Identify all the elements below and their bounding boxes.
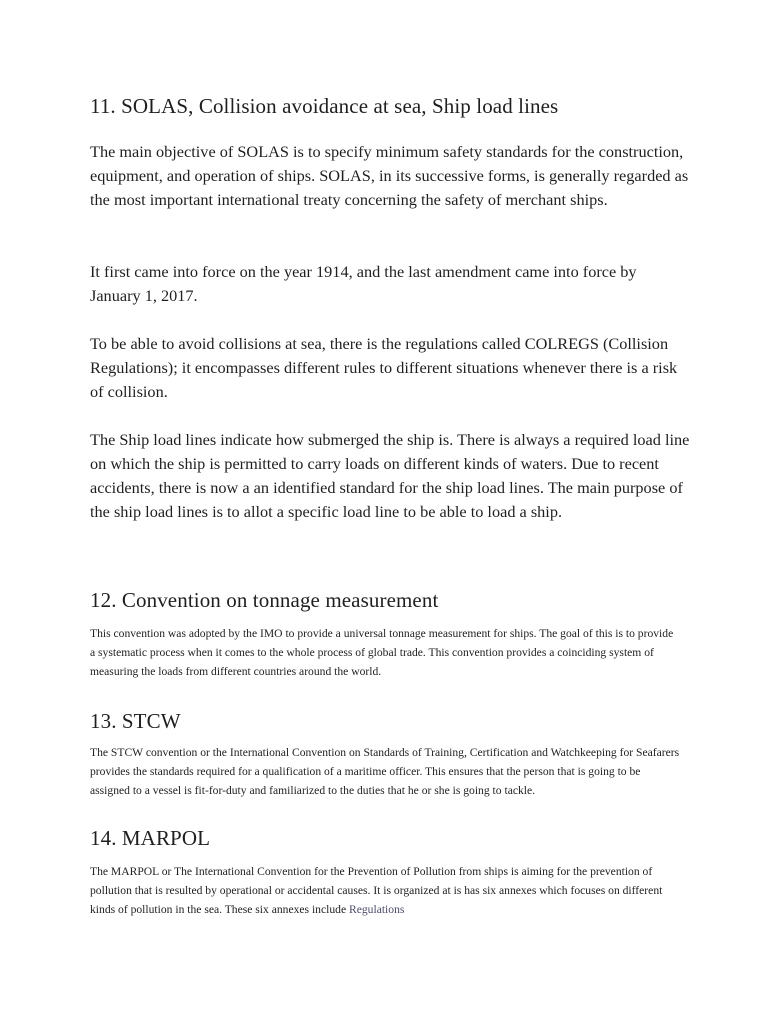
paragraph-colregs: To be able to avoid collisions at sea, there is the regulations called COLREGS (Collision Regulations); it encompasses different rules to different situations whenever there is a risk of collision. (90, 334, 678, 401)
section-heading-marpol: 14. MARPOL (90, 826, 211, 850)
section-heading-stcw: 13. STCW (90, 709, 181, 733)
paragraph-marpol-text: The MARPOL or The International Convention for the Prevention of Pollution from ships is aiming for the prevention of pollution that is resulted by operational or accidental causes. It is organized at is has six annexes which focuses on different kinds of pollution in the sea. These six annexes include (90, 865, 663, 917)
paragraph-solas-objective: The main objective of SOLAS is to specify minimum safety standards for the construction, equipment, and operation of ships. SOLAS, in its successive forms, is generally regarded as the most important international treaty concerning the safety of merchant ships. (90, 142, 689, 209)
section-heading-solas: 11. SOLAS, Collision avoidance at sea, Ship load lines (90, 94, 559, 118)
paragraph-tonnage: This convention was adopted by the IMO to provide a universal tonnage measurement for ships. The goal of this is to provide a systematic process when it comes to the whole process of global trade. This convention provides a coinciding system of measuring the loads from different countries around the world. (90, 627, 674, 679)
paragraph-stcw: The STCW convention or the International Convention on Standards of Training, Certification and Watchkeeping for Seafarers provides the standards required for a qualification of a maritime officer. This ensures that the person that is going to be assigned to a vessel is fit-for-duty and familiarized to the duties that he or she is going to tackle. (90, 746, 680, 798)
paragraph-solas-history: It first came into force on the year 1914, and the last amendment came into force by January 1, 2017. (90, 262, 637, 305)
section-heading-tonnage: 12. Convention on tonnage measurement (90, 588, 439, 612)
paragraph-load-lines: The Ship load lines indicate how submerged the ship is. There is always a required load line on which the ship is permitted to carry loads on different kinds of waters. Due to recent accidents, there is now a an identified standard for the ship load lines. The main purpose of the ship load lines is to allot a specific load line to be able to load a ship. (90, 430, 690, 521)
paragraph-marpol (90, 862, 680, 920)
paragraph-marpol-regulations: Regulations (349, 903, 405, 917)
